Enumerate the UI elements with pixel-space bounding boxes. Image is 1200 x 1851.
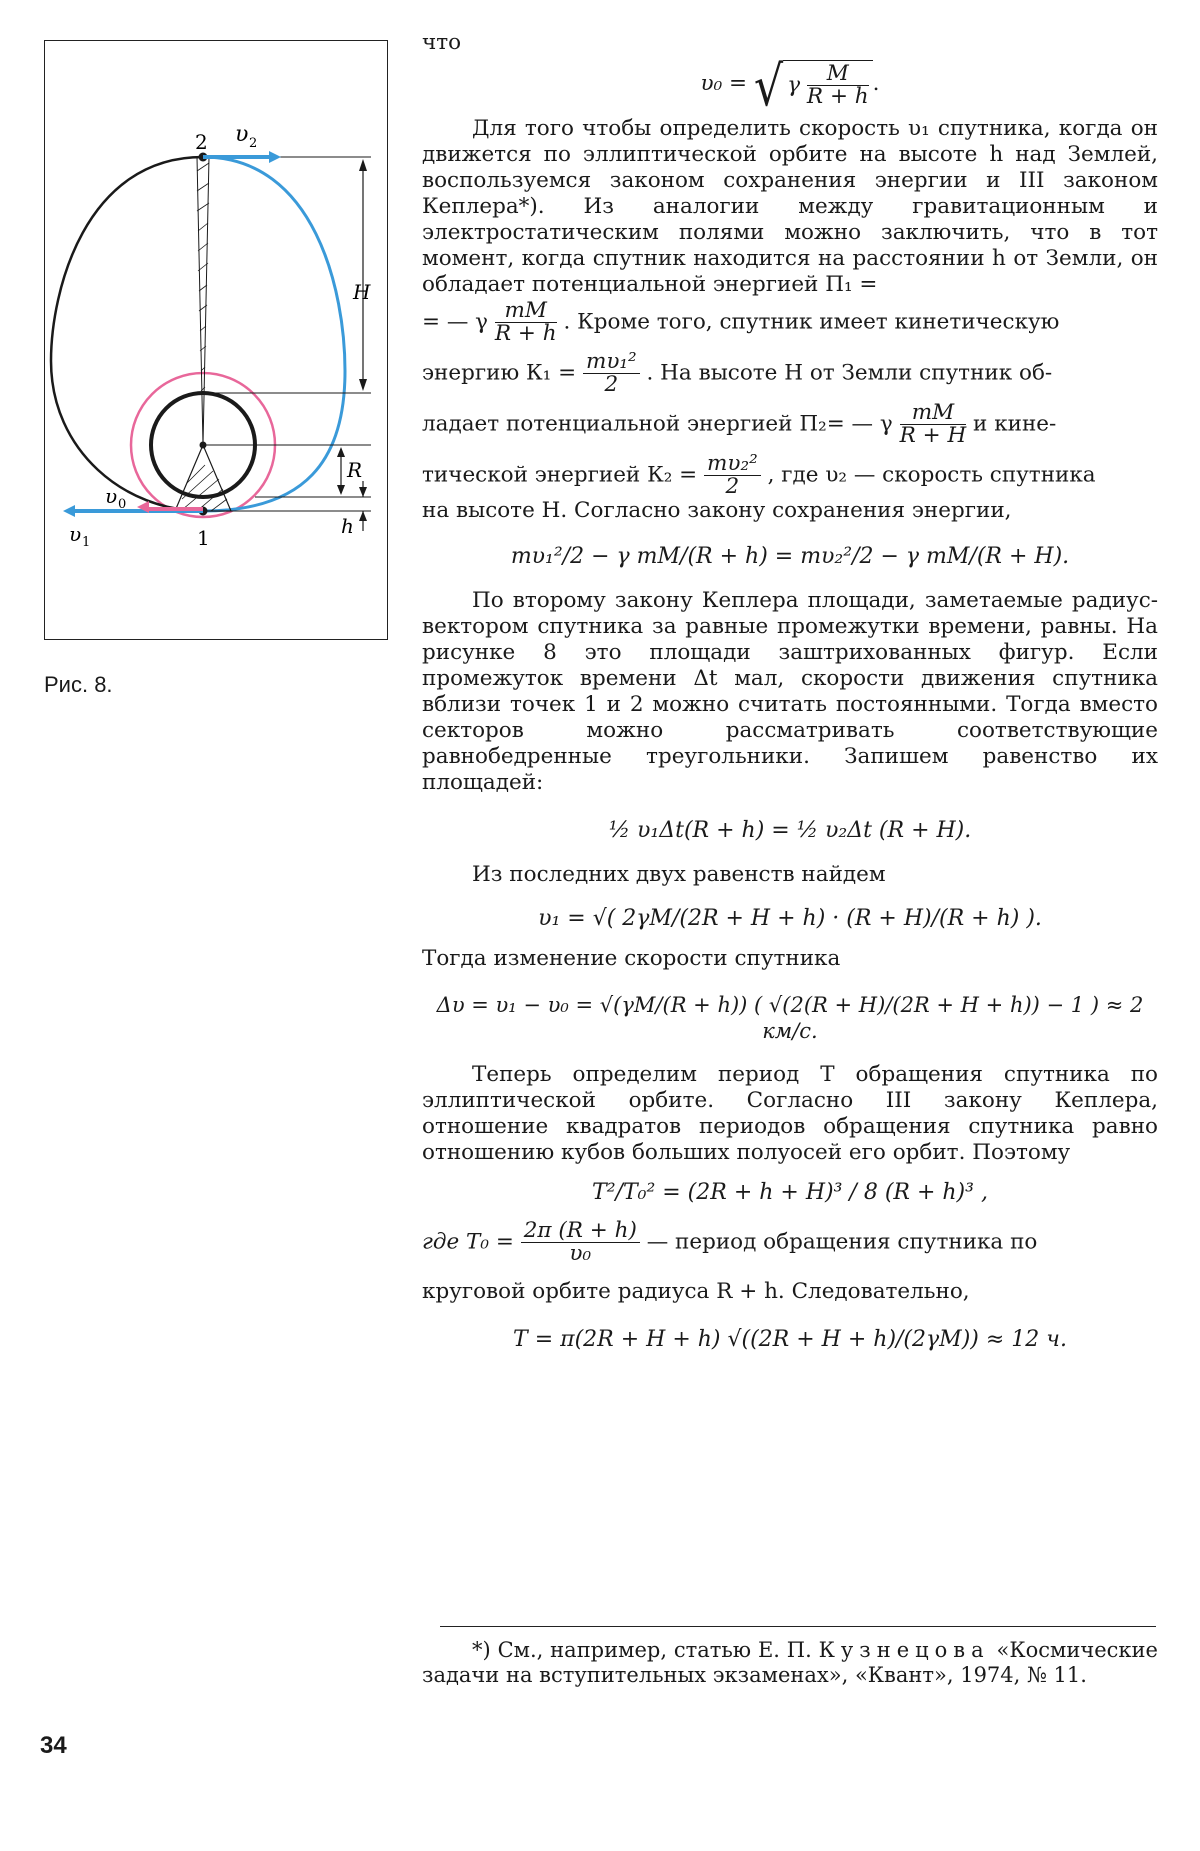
- p1d-num: mM: [900, 402, 967, 425]
- v2-arrowhead: [269, 151, 281, 163]
- hatch-lines-bottom: [182, 465, 227, 511]
- p1c-num: mυ₁²: [583, 351, 640, 374]
- p1e-den: 2: [725, 474, 740, 499]
- p6-den: υ₀: [569, 1241, 592, 1266]
- label-h: h: [341, 514, 354, 538]
- p1b-num: mM: [495, 300, 557, 323]
- label-v1: υ: [69, 522, 82, 546]
- p1b-pre: = — γ: [422, 309, 489, 335]
- label-R: R: [347, 458, 363, 482]
- equation-v1: υ₁ = √( 2γM/(2R + H + h) · (R + H)/(R + h) ).: [538, 906, 1042, 931]
- p1c-den: 2: [604, 372, 619, 397]
- p1e-pre: тической энергией К₂ =: [422, 462, 698, 488]
- word-chto: что: [422, 30, 462, 55]
- paragraph-1c: [422, 351, 1158, 396]
- text-column: [422, 30, 1158, 1353]
- dim-H-arrow-down: [359, 379, 367, 391]
- footnote-text-b: «Космические задачи на вступительных экзаменах», «Квант», 1974, № 11.: [422, 1638, 1158, 1687]
- paragraph-3: Из последних двух равенств найдем: [472, 862, 886, 887]
- footnote-divider: [440, 1626, 1156, 1627]
- p6-num: 2π (R + h): [521, 1220, 640, 1243]
- dim-h-arrow-up: [359, 511, 367, 521]
- equation-delta-v: Δυ = υ₁ − υ₀ = √(γM/(R + h)) ( √(2(R + H)/(2R + H + h)) − 1 ) ≈ 2 км/с.: [436, 993, 1144, 1043]
- p1c-pre: энергию К₁ =: [422, 360, 577, 386]
- footnote-text-a: См., например, статью Е. П.: [497, 1638, 812, 1662]
- eq1-num: M: [807, 63, 869, 86]
- label-v0-sub: 0: [118, 497, 127, 512]
- equation-v0: υ₀ = √ γ $\frac{M}{R + h}$ .: [700, 53, 880, 118]
- paragraph-1d: [422, 402, 1158, 447]
- elliptical-orbit-left: [51, 157, 203, 511]
- paragraph-1f: на высоте H. Согласно закону сохранения энергии,: [422, 498, 1012, 523]
- orbit-diagram: [45, 41, 389, 641]
- hatched-sector-top: [197, 157, 209, 445]
- p1b-den: R + h: [494, 321, 557, 346]
- p1b-post: . Кроме того, спутник имеет кинетическую: [563, 309, 1060, 335]
- p1e-num: mυ₂²: [704, 453, 761, 476]
- label-H: H: [353, 280, 371, 304]
- equation-period-ratio: T²/T₀² = (2R + h + H)³ / 8 (R + h)³ ,: [592, 1180, 988, 1205]
- footnote-marker: *): [472, 1638, 491, 1662]
- dim-H-arrow-up: [359, 159, 367, 171]
- paragraph-1e: [422, 453, 1158, 498]
- paragraph-1: Для того чтобы определить скорость υ₁ спутника, когда он движется по эллиптической орбите на высоте h над Землей, воспользуемся законом сохранения энергии и III законом Кеплера*). Из аналогии между гравитационным и электростатическим полями можно заключить, что в тот момент, когда спутник находится на расстоянии h от Земли, он обладает потенциальной энергией П₁ =: [422, 116, 1158, 297]
- eq1-gamma: γ: [787, 72, 801, 98]
- label-v1-sub: 1: [82, 535, 91, 550]
- p1d-pre: ладает потенциальной энергией П₂= — γ: [422, 411, 893, 437]
- paragraph-5: Теперь определим период T обращения спутника по эллиптической орбите. Согласно III закону Кеплера, отношение квадратов периодов обращения спутника равно отношению кубов больших полуосей его орбит. Поэтому: [422, 1062, 1158, 1165]
- paragraph-1b: [422, 300, 1158, 345]
- p1c-post: . На высоте H от Земли спутник об-: [646, 360, 1053, 386]
- figure-8: [44, 40, 388, 640]
- radical-icon: √: [753, 53, 784, 118]
- hatched-sector-bottom: [175, 445, 231, 511]
- label-point-1: 1: [197, 526, 210, 550]
- v1-arrowhead: [63, 505, 75, 517]
- paragraph-4: Тогда изменение скорости спутника: [422, 946, 841, 971]
- hatch-lines-top: [197, 163, 209, 391]
- equation-areas: ½ υ₁Δt(R + h) = ½ υ₂Δt (R + H).: [608, 818, 972, 843]
- dim-R-arrow-up: [337, 447, 345, 457]
- p1d-post: и кине-: [973, 411, 1057, 437]
- label-point-2: 2: [195, 130, 208, 154]
- equation-energy: mυ₁²/2 − γ mM/(R + h) = mυ₂²/2 − γ mM/(R + H).: [510, 544, 1070, 569]
- footnote: [422, 1638, 1158, 1688]
- page-number: 34: [40, 1732, 67, 1759]
- p6-post: — период обращения спутника по: [646, 1229, 1038, 1255]
- paragraph-6: [422, 1220, 1158, 1265]
- label-v2: υ: [235, 122, 249, 147]
- paragraph-6b: круговой орбите радиуса R + h. Следовательно,: [422, 1279, 970, 1304]
- eq1-den: R + h: [806, 84, 869, 109]
- figure-caption: Рис. 8.: [44, 672, 113, 697]
- paragraph-2: По второму закону Кеплера площади, заметаемые радиус-вектором спутника за равные промежутки времени, равны. На рисунке 8 это площади заштрихованных фигур. Если промежуток времени Δt мал, скорости движения спутника вблизи точек 1 и 2 можно считать постоянными. Тогда вместо секторов можно рассматривать соответствующие равнобедренные треугольники. Запишем равенство их площадей:: [422, 588, 1158, 795]
- p1d-den: R + H: [899, 423, 967, 448]
- p6-pre: где T₀ =: [422, 1229, 514, 1255]
- equation-period: T = π(2R + H + h) √((2R + H + h)/(2γM)) ≈ 12 ч.: [513, 1327, 1067, 1352]
- label-v2-sub: 2: [249, 136, 258, 151]
- label-v0: υ: [105, 484, 118, 508]
- dim-h-arrow-down: [359, 487, 367, 497]
- eq1-lhs: υ₀ =: [700, 71, 748, 96]
- footnote-author: Кузнецова: [818, 1638, 990, 1662]
- dim-R-arrow-down: [337, 485, 345, 495]
- p1e-post: , где υ₂ — скорость спутника: [767, 462, 1096, 488]
